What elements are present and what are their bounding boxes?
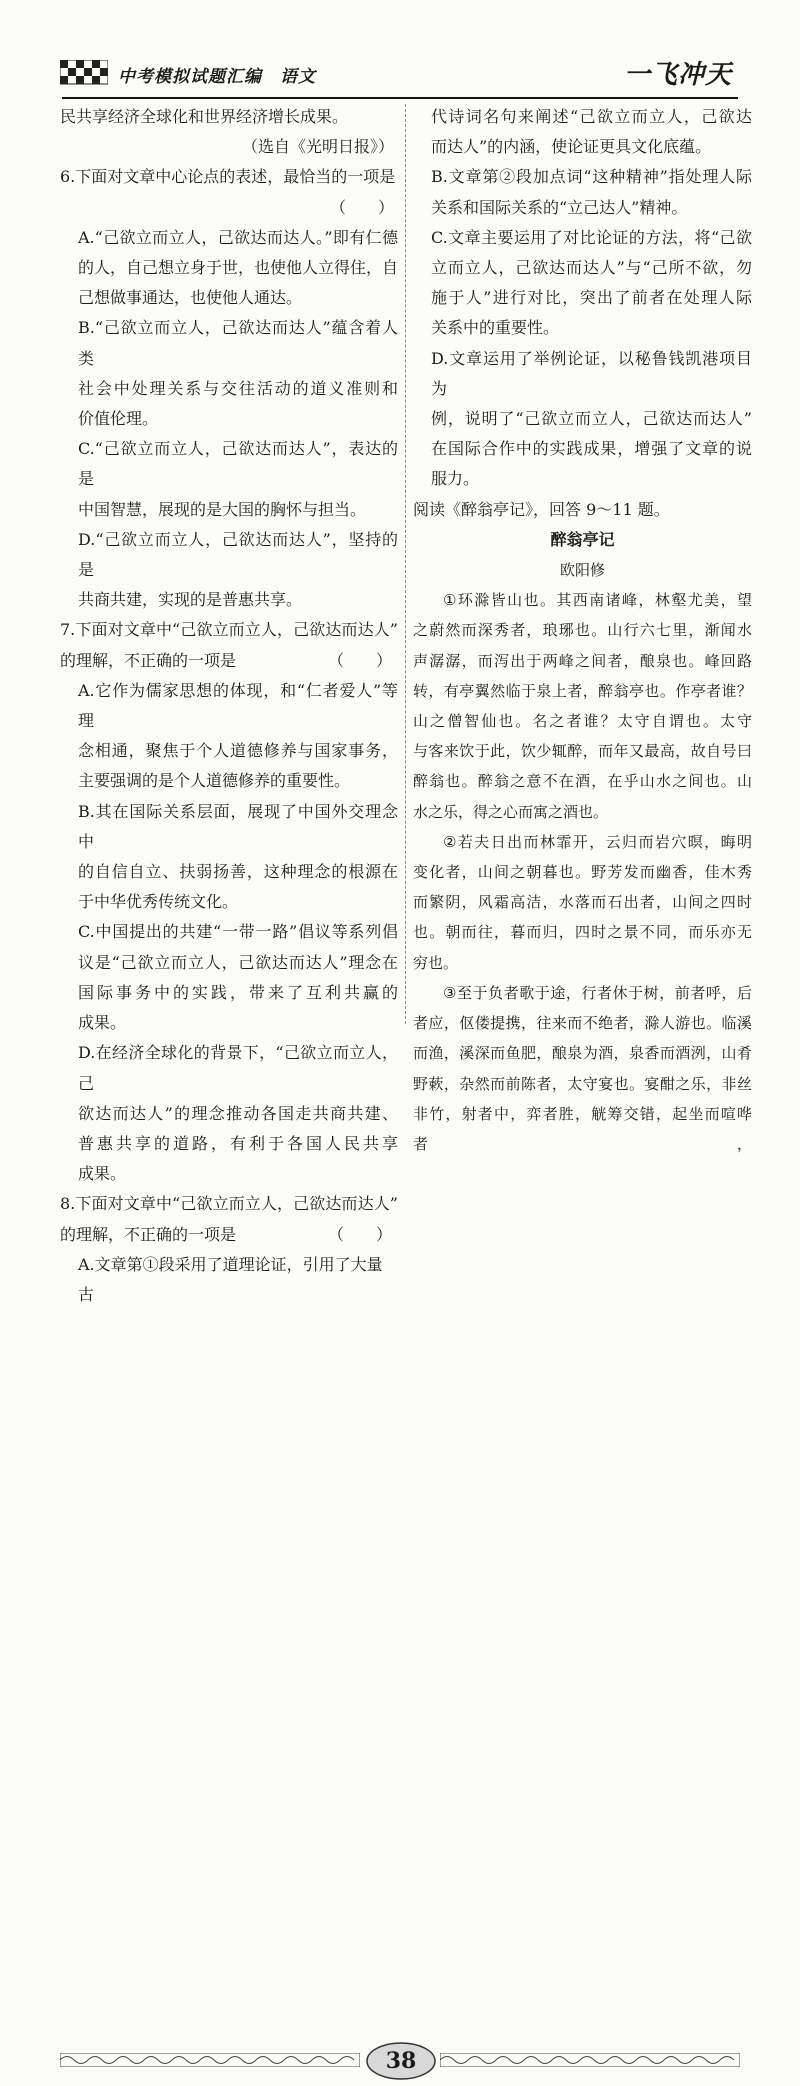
option-7c: C.中国提出的共建“一带一路”倡议等系列倡 议是“己欲立而立人，己欲达而达人”理念在 国际事务中的实践，带来了互利共赢的 成果。 (78, 922, 398, 1033)
decorative-border-left (60, 2053, 360, 2067)
checker-logo-icon (60, 60, 108, 90)
answer-paren: （ ） (327, 1224, 392, 1244)
option-8d: D.文章运用了举例论证，以秘鲁钱凯港项目为 例，说明了“己欲立而立人，己欲达而达人” 在国际合作中的实践成果，增强了文章的说 服力。 (431, 348, 752, 489)
paragraph-3: ③至于负者歌于途，行者休于树，前者呼，后 者应，伛偻提携，往来而不绝者，滁人游也。临溪 而渔，溪深而鱼肥，酿泉为酒，泉香而酒洌，山肴 野蔌，杂然而前陈者，太守宴也。宴酣之乐，非丝 非竹，射者中，弈者胜，觥筹交错，起坐而喧哗者， (413, 983, 752, 1153)
column-divider (405, 104, 406, 1024)
paragraph-1: ①环滁皆山也。其西南诸峰，林壑尤美，望 之蔚然而深秀者，琅琊也。山行六七里，渐闻水 声潺潺，而泻出于两峰之间者，酿泉也。峰回路 转，有亭翼然临于泉上者，醉翁亭也。作亭者谁？ 山之僧智仙也。名之者谁？太守自谓也。太守 与客来饮于此，饮少辄醉，而年又最高，故自号曰 醉翁也。醉翁之意不在酒，在乎山水之间也。山 水之乐，得之心而寓之酒也。 (413, 591, 752, 821)
question-6-stem: 6.下面对文章中心论点的表述，最恰当的一项是 (60, 167, 396, 187)
poem-title: 醉翁亭记 (550, 529, 615, 549)
option-8a-cont: 代诗词名句来阐述“己欲立而立人，己欲达 而达人”的内涵，使论证更具文化底蕴。 (431, 107, 752, 157)
right-column (413, 102, 752, 1159)
poem-author: 欧阳修 (559, 561, 605, 580)
option-6d: D.“己欲立而立人，己欲达而达人”，坚持的是 共商共建，实现的是普惠共享。 (78, 529, 398, 610)
option-7a: A.它作为儒家思想的体现，和“仁者爱人”等理 念相通，聚焦于个人道德修养与国家事务， 主要强调的是个人道德修养的重要性。 (78, 680, 398, 791)
decorative-border-right (440, 2053, 740, 2067)
source-citation: （选自《光明日报》） (241, 137, 394, 157)
option-8a: A.文章第①段采用了道理论证，引用了大量古 (78, 1254, 383, 1304)
option-7d: D.在经济全球化的背景下，“己欲立而立人，己 欲达而达人”的理念推动各国走共商共建、 普惠共享的道路，有利于各国人民共享 成果。 (78, 1043, 398, 1184)
option-8c: C.文章主要运用了对比论证的方法，将“己欲 立而立人，己欲达而达人”与“己所不欲，勿 施于人”进行对比，突出了前者在处理人际 关系中的重要性。 (431, 227, 752, 338)
answer-paren: （ ） (327, 650, 392, 670)
option-8b: B.文章第②段加点词“这种精神”指处理人际 关系和国际关系的“立己达人”精神。 (431, 167, 752, 217)
header-brand: 一飞冲天 (624, 60, 733, 90)
question-8-stem-2: 的理解，不正确的一项是 （ ） (60, 1220, 398, 1250)
reading-intro: 阅读《醉翁亭记》，回答 9～11 题。 (413, 499, 670, 519)
text-line: 民共享经济全球化和世界经济增长成果。 (60, 107, 349, 126)
question-7-stem-2: 的理解，不正确的一项是 （ ） (60, 646, 398, 676)
option-6b: B.“己欲立而立人，己欲达而达人”蕴含着人类 社会中处理关系与交往活动的道义准则和 价值伦理。 (78, 318, 398, 429)
left-column (60, 102, 398, 1310)
option-7b: B.其在国际关系层面，展现了中国外交理念中 的自信自立、扶弱扬善，这种理念的根源在 于中华优秀传统文化。 (78, 801, 398, 912)
paragraph-2: ②若夫日出而林霏开，云归而岩穴暝，晦明 变化者，山间之朝暮也。野芳发而幽香，佳木秀 而繁阴，风霜高洁，水落而石出者，山间之四时 也。朝而往，暮而归，四时之景不同，而乐亦无 穷也。 (413, 832, 752, 972)
option-6c: C.“己欲立而立人，己欲达而达人”，表达的是 中国智慧，展现的是大国的胸怀与担当。 (78, 439, 398, 519)
question-8-stem: 8.下面对文章中“己欲立而立人，己欲达而达人” (60, 1194, 398, 1214)
page-number: 38 (365, 2040, 437, 2082)
question-7-stem: 7.下面对文章中“己欲立而立人，己欲达而达人” (60, 620, 398, 640)
header-title: 中考模拟试题汇编 语文 (118, 67, 316, 87)
header-rule (62, 97, 738, 99)
option-6a: A.“己欲立而立人，己欲达而达人。”即有仁德 的人，自己想立身于世，也使他人立得住，自 己想做事通达，也使他人通达。 (78, 227, 399, 308)
page-header (0, 0, 800, 100)
answer-paren: （ ） (329, 197, 394, 217)
